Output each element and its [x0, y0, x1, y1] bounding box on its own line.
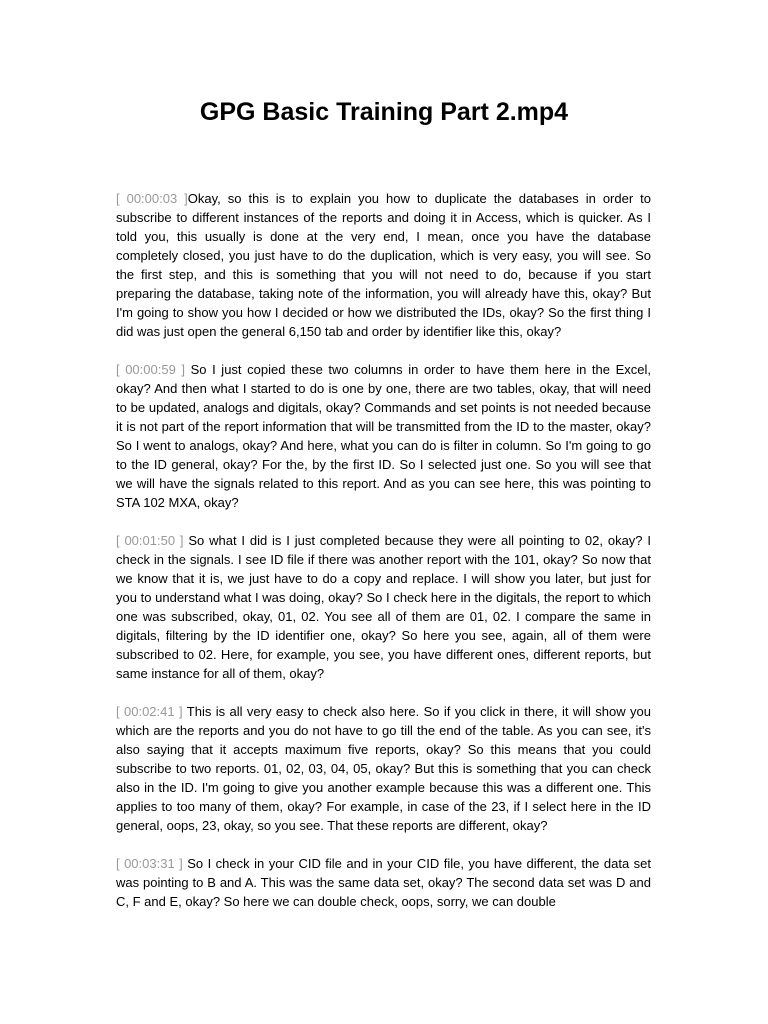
- paragraph-text: So what I did is I just completed because they were all pointing to 02, okay? I check in the signals. I see ID file if there was another report with the 101, okay? So now that we know that it is, we just have to do a copy and replace. I will show you later, but just for you to understand what I was doing, okay? So I check here in the digitals, the report to which one was subscribed, okay, 01, 02. You see all of them are 01, 02. I compare the same in digitals, filtering by the ID identifier one, okay? So here you see, again, all of them were subscribed to 02. Here, for example, you see, you have different ones, different reports, but same instance for all of them, okay?: [116, 533, 651, 681]
- transcript-paragraph: [116, 531, 651, 683]
- paragraph-text: So I check in your CID file and in your CID file, you have different, the data set was pointing to B and A. This was the same data set, okay? The second data set was D and C, F and E, okay? So here we can double check, oops, sorry, we can double: [116, 856, 651, 909]
- paragraph-text: Okay, so this is to explain you how to duplicate the databases in order to subscribe to different instances of the reports and doing it in Access, which is quicker. As I told you, this usually is done at the very end, I mean, once you have the database completely closed, you just have to do the duplication, which is very easy, you will see. So the first step, and this is something that you will not need to do, because if you start preparing the database, taking note of the information, you will already have this, okay? But I'm going to show you how I decided or how we distributed the IDs, okay? So the first thing I did was just open the general 6,150 tab and order by identifier like this, okay?: [116, 191, 651, 339]
- timestamp: [ 00:02:41 ]: [116, 704, 183, 719]
- transcript-paragraph: [116, 854, 651, 911]
- transcript-paragraph: [116, 189, 651, 341]
- timestamp: [ 00:01:50 ]: [116, 533, 184, 548]
- document-title: GPG Basic Training Part 2.mp4: [199, 98, 569, 126]
- timestamp: [ 00:00:59 ]: [116, 362, 186, 377]
- transcript-paragraph: [116, 360, 651, 512]
- transcript-body: [116, 189, 651, 930]
- paragraph-text: So I just copied these two columns in order to have them here in the Excel, okay? And then what I started to do is one by one, there are two tables, okay, that will need to be updated, analogs and digitals, okay? Commands and set points is not needed because it is not part of the report information that will be transmitted from the ID to the master, okay? So I went to analogs, okay? And here, what you can do is filter in column. So I'm going to go to the ID general, okay? For the, by the first ID. So I selected just one. So you will see that we will have the signals related to this report. And as you can see here, this was pointing to STA 102 MXA, okay?: [116, 362, 651, 510]
- timestamp: [ 00:00:03 ]: [116, 191, 188, 206]
- transcript-paragraph: [116, 702, 651, 835]
- paragraph-text: This is all very easy to check also here. So if you click in there, it will show you which are the reports and you do not have to go till the end of the table. As you can see, it's also saying that it accepts maximum five reports, okay? So this means that you could subscribe to two reports. 01, 02, 03, 04, 05, okay? But this is something that you can check also in the ID. I'm going to give you another example because this was a different one. This applies to too many of them, okay? For example, in case of the 23, if I select here in the ID general, oops, 23, okay, so you see. That these reports are different, okay?: [116, 704, 651, 833]
- timestamp: [ 00:03:31 ]: [116, 856, 183, 871]
